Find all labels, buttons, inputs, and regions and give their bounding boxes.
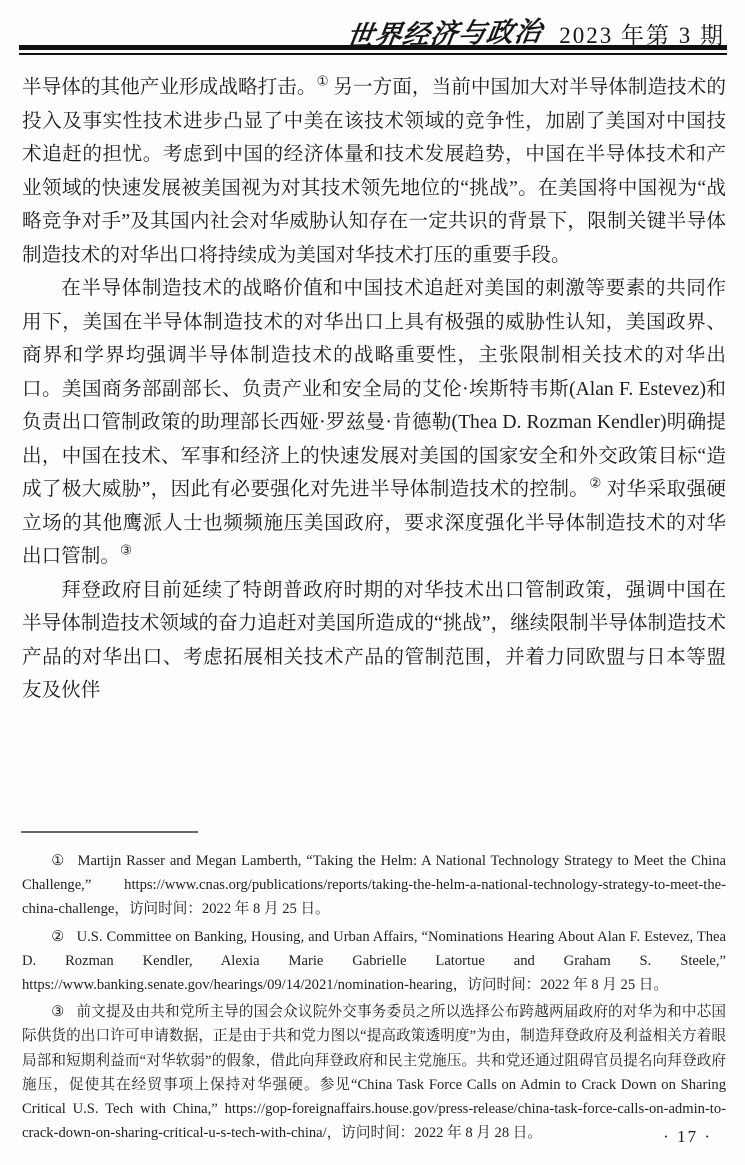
article-body	[22, 71, 726, 708]
footnote-item: ② U.S. Committee on Banking, Housing, and Urban Affairs, “Nominations Hearing About Alan F. Estevez, Thea D. Rozman Kendler, Alexia Marie Gabrielle Latortue and Graham S. Steele,” https://www.banking.senate.gov/hearings/09/14/2021/nomination-hearing，访问时间：2022 年 8 月 25 日。	[22, 928, 726, 994]
footnote-separator	[21, 831, 198, 833]
journal-title-calligraphy: 世界经济与政治	[344, 16, 546, 52]
page-number: · 17 ·	[663, 1127, 712, 1146]
footnote-marker: ①	[51, 853, 66, 869]
footnote-item: ③ 前文提及由共和党所主导的国会众议院外交事务委员之所以选择公布跨越两届政府的对华为和中芯国际供货的出口许可申请数据，正是由于共和党力图以“提高政策透明度”为由，制造拜登政府及利益相关方着眼局部和短期利益而“对华软弱”的假象，借此向拜登政府和民主党施压。共和党还通过阻碍官员提名向拜登政府施压，促使其在经贸事项上保持对华强硬。参见“China Task Force Calls on Admin to Crack Down on Sharing Critical U.S. Tech with China,” https://gop-foreignaffairs.house.gov/press-release/china-task-force-calls-on-admin-to-crack-down-on-sharing-critical-u-s-tech-with-china/，访问时间：2022 年 8 月 28 日。	[22, 1004, 726, 1142]
paragraph: 在半导体制造技术的战略价值和中国技术追赶对美国的刺激等要素的共同作用下，美国在半导体制造技术的对华出口上具有极强的威胁性认知，美国政界、商界和学界均强调半导体制造技术的战略重要性，主张限制相关技术的对华出口。美国商务部副部长、负责产业和安全局的艾伦·埃斯特韦斯(Alan F. Estevez)和负责出口管制政策的助理部长西娅·罗兹曼·肯德勒(Thea D. Rozman Kendler)明确提出，中国在技术、军事和经济上的快速发展对美国的国家安全和外交政策目标“造成了极大威胁”，因此有必要强化对先进半导体制造技术的控制。② 对华采取强硬立场的其他鹰派人士也频频施压美国政府，要求深度强化半导体制造技术的对华出口管制。③	[22, 278, 726, 567]
paragraph: 拜登政府目前延续了特朗普政府时期的对华技术出口管制政策，强调中国在半导体制造技术领域的奋力追赶对美国所造成的“挑战”，继续限制半导体制造技术产品的对华出口、考虑拓展相关技术产品的管制范围，并着力同欧盟与日本等盟友及伙伴	[22, 579, 726, 701]
footnote-ref: ②	[589, 475, 602, 491]
footnotes-list	[22, 849, 726, 1148]
footnote-marker: ②	[51, 928, 65, 945]
footnote-ref: ③	[119, 542, 132, 558]
header-rule	[19, 45, 727, 55]
footnote-ref: ①	[316, 73, 329, 89]
footnote-item: ① Martijn Rasser and Megan Lamberth, “Taking the Helm: A National Technology Strategy to Meet the China Challenge,” https://www.cnas.org/publications/reports/taking-the-helm-a-national-technology-strategy-to-meet-the-china-challenge，访问时间：2022 年 8 月 25 日。	[22, 853, 726, 918]
footnote-marker: ③	[51, 1004, 65, 1021]
paragraph: 半导体的其他产业形成战略打击。① 另一方面，当前中国加大对半导体制造技术的投入及事实性技术进步凸显了中美在该技术领域的竞争性，加剧了美国对中国技术追赶的担忧。考虑到中国的经济体量和技术发展趋势，中国在半导体技术和产业领域的快速发展被美国视为对其技术领先地位的“挑战”。在美国将中国视为“战略竞争对手”及其国内社会对华威胁认知存在一定共识的背景下，限制关键半导体制造技术的对华出口将持续成为美国对华技术打压的重要手段。	[22, 73, 727, 266]
issue-label: 2023 年第 3 期	[559, 23, 725, 48]
